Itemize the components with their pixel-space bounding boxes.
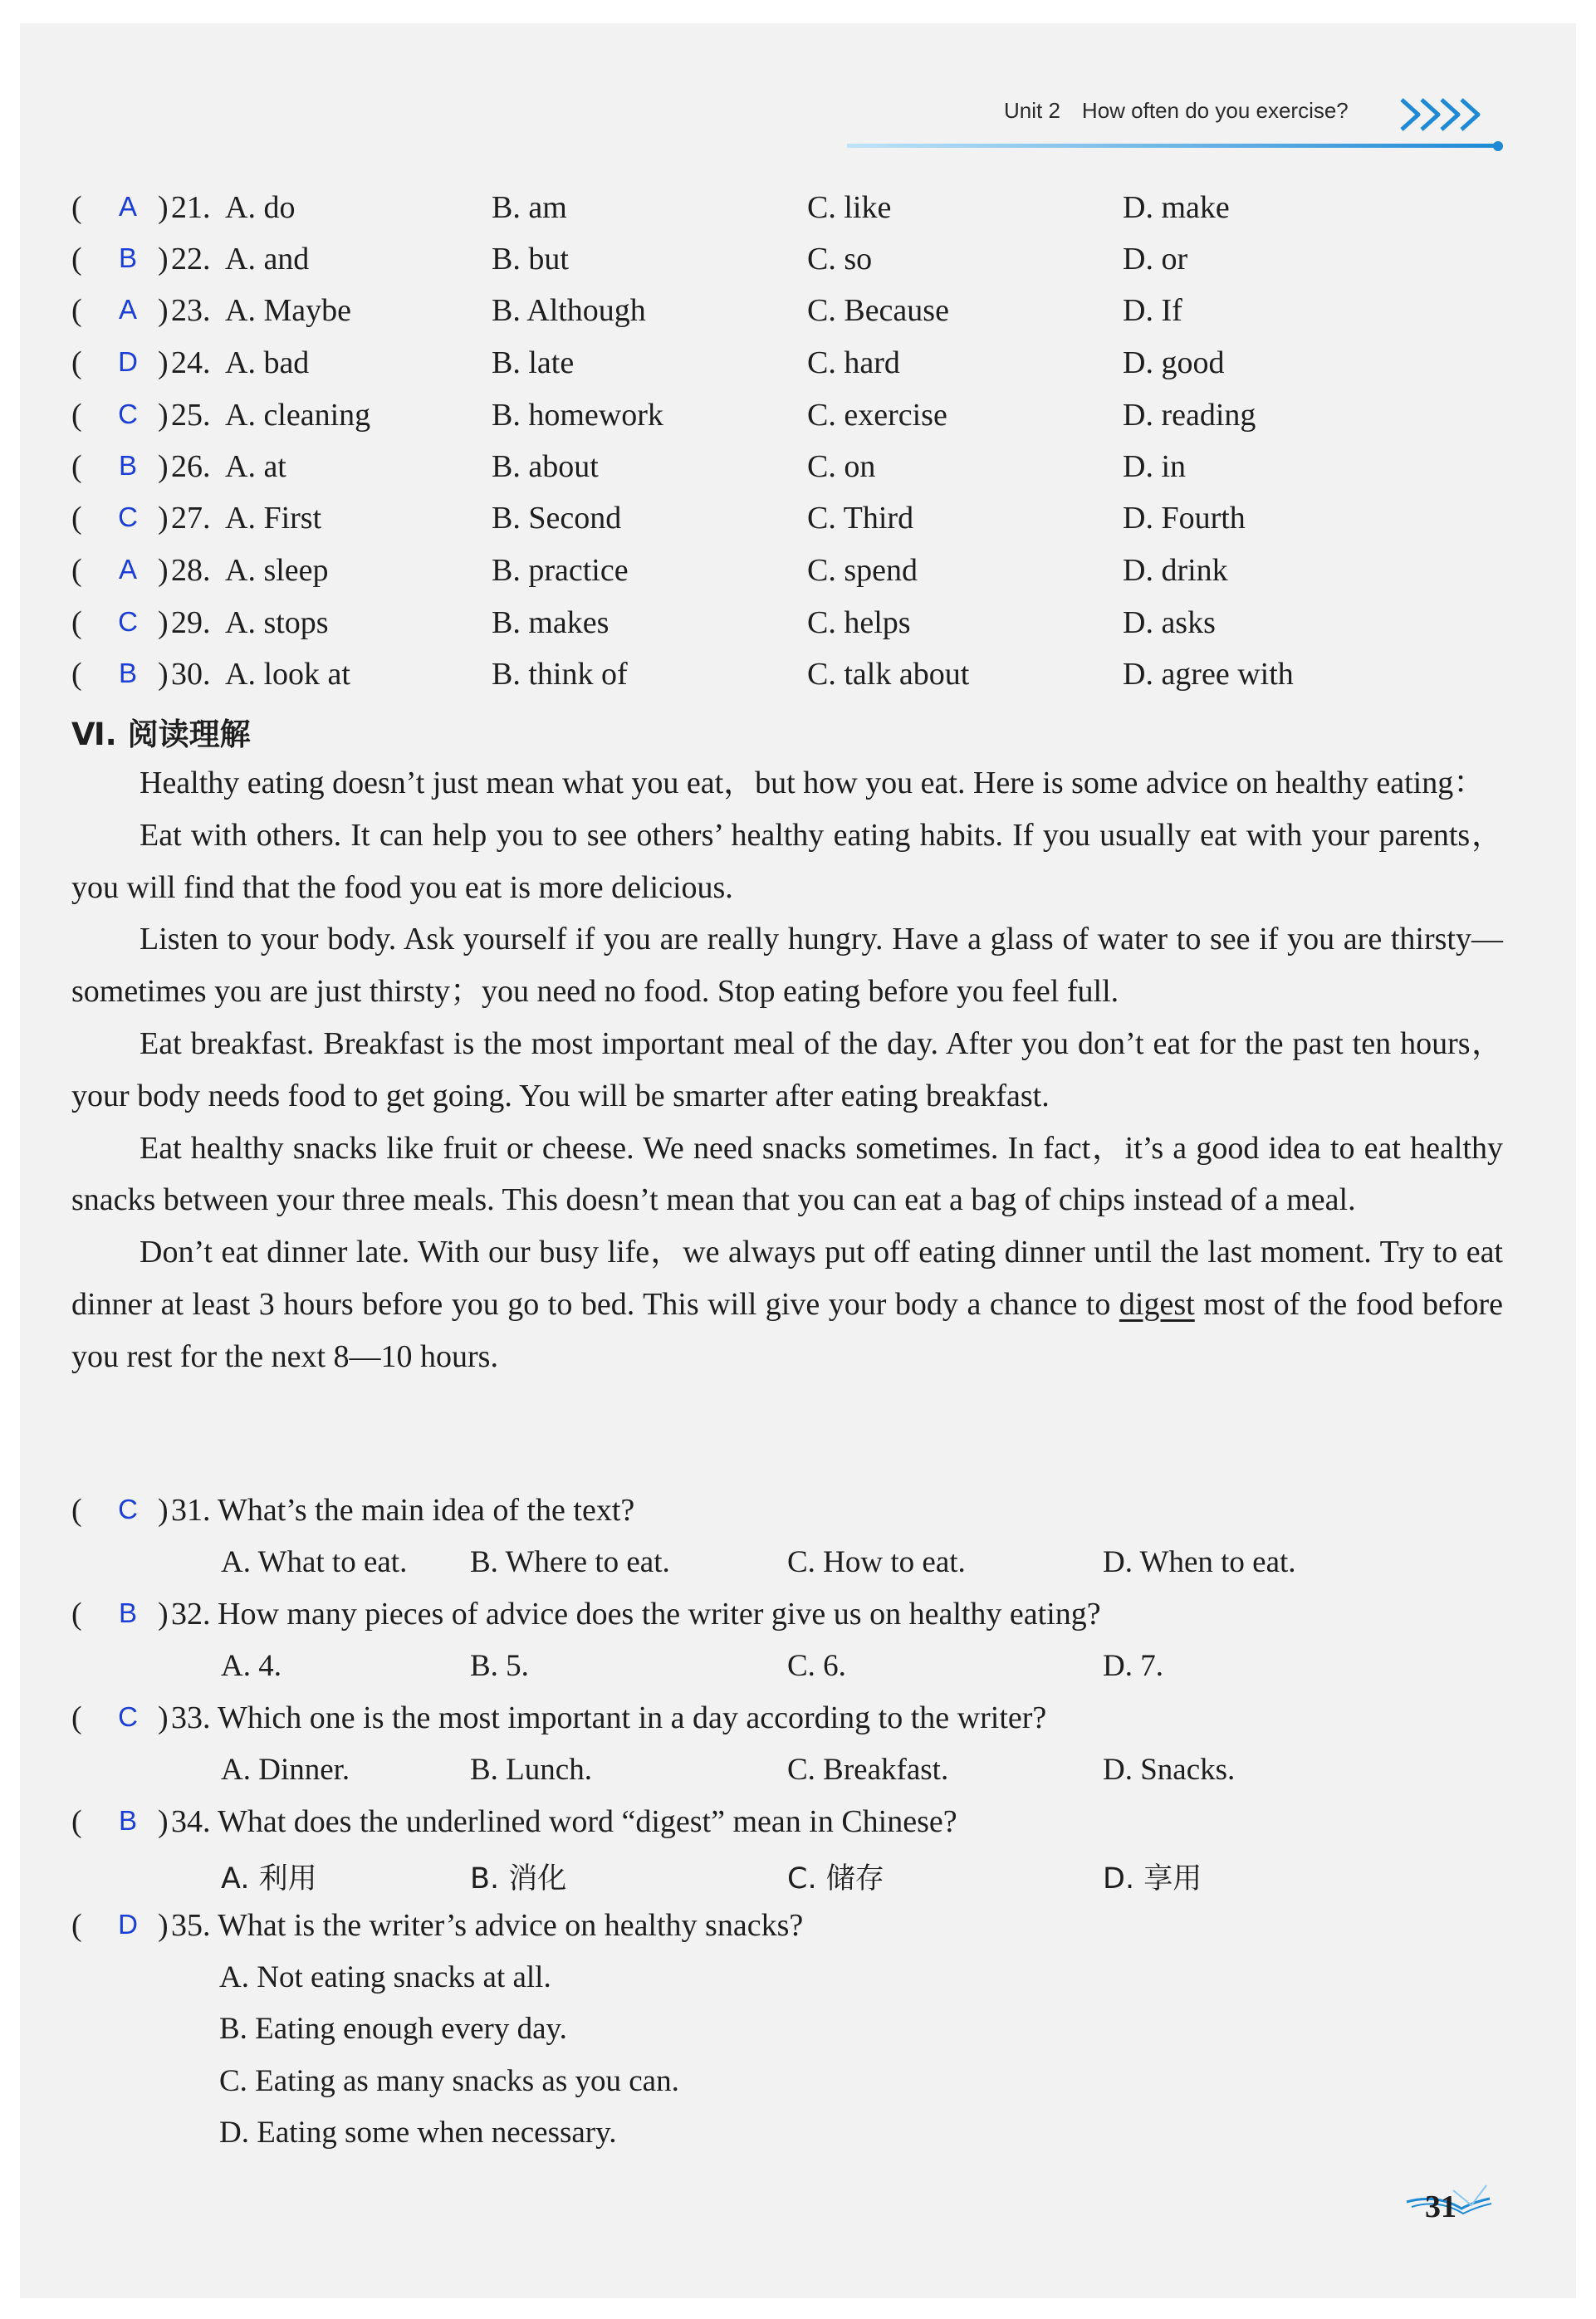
- answer-mark: B: [118, 1597, 137, 1628]
- passage-paragraph: Eat with others. It can help you to see others’ healthy eating habits. If you usually eat with your parents，you will find that the food you eat is more delicious.: [71, 817, 1503, 905]
- option-c: C. helps: [807, 605, 911, 640]
- question-text: What is the writer’s advice on healthy snacks?: [218, 1908, 804, 1943]
- option-b: B. 消化: [470, 1862, 567, 1896]
- option-d: D. make: [1123, 190, 1230, 225]
- question-text: How many pieces of advice does the writer give us on healthy eating?: [218, 1597, 1101, 1632]
- option-b: B. homework: [492, 398, 663, 433]
- option-d: D. in: [1123, 449, 1186, 484]
- option-c: C. on: [807, 449, 876, 484]
- option-a: A. What to eat.: [221, 1545, 408, 1579]
- running-header: [1004, 98, 1349, 131]
- unit-label: Unit 2: [1004, 98, 1060, 123]
- option-d: D. reading: [1123, 398, 1256, 433]
- option-c: C. hard: [807, 345, 900, 380]
- unit-title: How often do you exercise?: [1081, 98, 1349, 123]
- option-d: D. When to eat.: [1103, 1545, 1296, 1579]
- option-b: B. think of: [492, 657, 628, 692]
- option-a: A. Not eating snacks at all.: [219, 1960, 551, 1994]
- option-a: A. 4.: [221, 1649, 282, 1683]
- answer-mark: B: [118, 242, 137, 273]
- option-a: A. sleep: [225, 553, 329, 588]
- answer-mark: C: [118, 606, 138, 637]
- answer-mark: B: [118, 1805, 137, 1836]
- question-text: What does the underlined word “digest” mean in Chinese?: [218, 1804, 957, 1839]
- option-d: D. Snacks.: [1103, 1753, 1236, 1787]
- option-d: D. drink: [1123, 553, 1228, 588]
- option-a: A. Maybe: [225, 293, 351, 328]
- question-text: What’s the main idea of the text?: [218, 1493, 635, 1528]
- option-a: A. at: [225, 449, 286, 484]
- option-b: B. about: [492, 449, 599, 484]
- option-d: D. agree with: [1123, 657, 1294, 692]
- option-b: B. Although: [492, 293, 646, 328]
- option-b: B. makes: [492, 605, 610, 640]
- answer-mark: C: [118, 399, 138, 429]
- option-a: A. First: [225, 501, 322, 536]
- page-number: 31: [1425, 2189, 1456, 2224]
- passage-paragraph: Listen to your body. Ask yourself if you are really hungry. Have a glass of water to see if you are thirsty—sometimes you are just thirsty；you need no food. Stop eating before you feel full.: [71, 922, 1503, 1010]
- passage-paragraph: Eat healthy snacks like fruit or cheese. We need snacks sometimes. In fact，it’s a good idea to eat healthy snacks between your three meals. This doesn’t mean that you can eat a bag of chips instead of a meal.: [71, 1130, 1503, 1218]
- option-b: B. am: [492, 190, 567, 225]
- answer-mark: D: [118, 1909, 138, 1940]
- option-c: C. Eating as many snacks as you can.: [219, 2064, 679, 2098]
- answer-mark: D: [118, 346, 138, 377]
- option-c: C. 储存: [787, 1862, 884, 1896]
- option-d: D. asks: [1123, 605, 1216, 640]
- option-c: C. like: [807, 190, 892, 225]
- answer-mark: C: [118, 1701, 138, 1732]
- option-c: C. talk about: [807, 657, 970, 692]
- option-a: A. bad: [225, 345, 310, 380]
- option-d: D. 享用: [1103, 1862, 1202, 1896]
- answer-mark: B: [118, 658, 137, 688]
- option-d: D. 7.: [1103, 1649, 1163, 1683]
- option-b: B. 5.: [470, 1649, 529, 1683]
- option-a: A. stops: [225, 605, 329, 640]
- passage-paragraph: Healthy eating doesn’t just mean what you eat，but how you eat. Here is some advice on healthy eating：: [140, 766, 1486, 800]
- option-c: C. Breakfast.: [787, 1753, 949, 1787]
- option-c: C. spend: [807, 553, 918, 588]
- passage-paragraph: Don’t eat dinner late. With our busy life，we always put off eating dinner until the last moment. Try to eat dinner at least 3 hours before you go to bed. This will give your body a chance to digest most of the food before you rest for the next 8—10 hours.: [71, 1235, 1503, 1374]
- option-b: B. late: [492, 345, 575, 380]
- option-c: C. Because: [807, 293, 949, 328]
- option-d: D. Fourth: [1123, 501, 1246, 536]
- option-d: D. or: [1123, 242, 1188, 276]
- option-d: D. good: [1123, 345, 1225, 380]
- answer-mark: A: [118, 294, 137, 325]
- reading-passage: [71, 757, 1503, 1383]
- answer-mark: C: [118, 501, 138, 532]
- option-b: B. Eating enough every day.: [219, 2012, 567, 2046]
- option-c: C. How to eat.: [787, 1545, 966, 1579]
- answer-mark: A: [118, 554, 137, 585]
- question-text: Which one is the most important in a day according to the writer?: [218, 1700, 1047, 1735]
- section-title: Ⅵ. 阅读理解: [71, 717, 251, 752]
- option-a: A. 利用: [221, 1862, 317, 1896]
- underlined-word: digest: [1119, 1286, 1195, 1322]
- header-rule: [847, 139, 1511, 156]
- answer-mark: C: [118, 1494, 138, 1524]
- option-c: C. exercise: [807, 398, 947, 433]
- option-a: A. do: [225, 190, 296, 225]
- option-b: B. but: [492, 242, 569, 276]
- option-d: D. Eating some when necessary.: [219, 2116, 617, 2150]
- option-a: A. cleaning: [225, 398, 371, 433]
- option-c: C. so: [807, 242, 873, 276]
- option-a: A. and: [225, 242, 310, 276]
- option-b: B. Lunch.: [470, 1753, 592, 1787]
- option-b: B. practice: [492, 553, 629, 588]
- passage-paragraph: Eat breakfast. Breakfast is the most important meal of the day. After you don’t eat for the past ten hours，your body needs food to get going. You will be smarter after eating breakfast.: [71, 1025, 1503, 1113]
- option-c: C. 6.: [787, 1649, 846, 1683]
- option-a: A. look at: [225, 657, 350, 692]
- option-a: A. Dinner.: [221, 1753, 350, 1787]
- answer-mark: A: [118, 191, 137, 222]
- option-b: B. Where to eat.: [470, 1545, 670, 1579]
- option-c: C. Third: [807, 501, 914, 536]
- chevron-arrows-icon: [1395, 90, 1503, 139]
- option-d: D. If: [1123, 293, 1182, 328]
- answer-mark: B: [118, 450, 137, 481]
- option-b: B. Second: [492, 501, 622, 536]
